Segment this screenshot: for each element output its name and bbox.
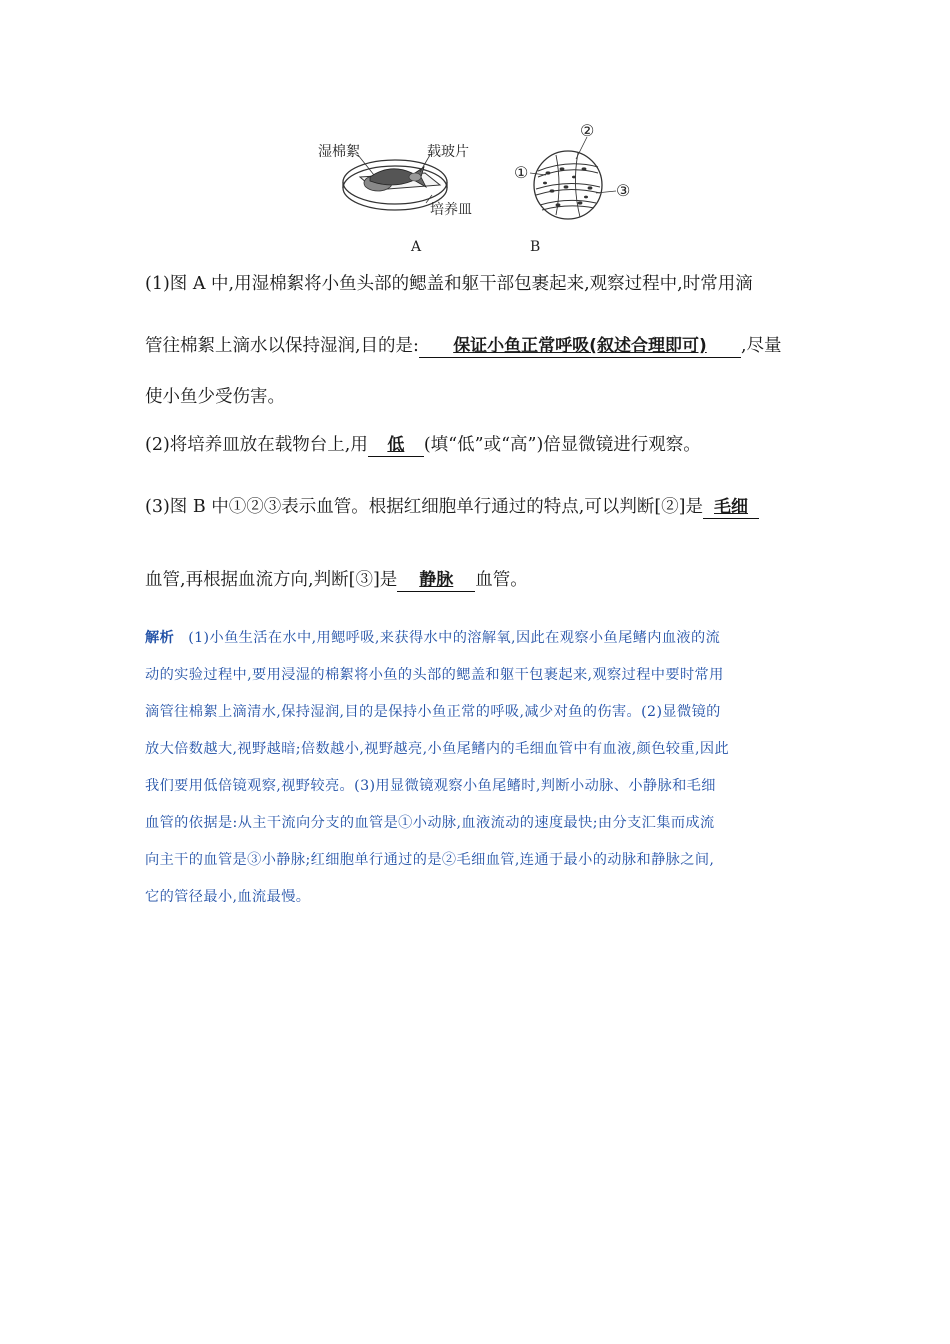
figure-drawing (300, 115, 660, 260)
q3-answer1-blank (703, 496, 759, 519)
q1-line1 (145, 272, 810, 296)
caption-b: B (530, 239, 541, 255)
microscope-view-drawing (530, 137, 616, 219)
slide-label: 载玻片 (427, 144, 469, 160)
vessel-2-label: ② (580, 121, 595, 140)
q2-answer: 低 (387, 435, 405, 455)
q1-answer: 保证小鱼正常呼吸(叙述合理即可) (453, 336, 707, 356)
wet-cotton-label: 湿棉絮 (318, 144, 360, 160)
q3-text-3: 血管。 (475, 570, 528, 590)
q1-text-3: ,尽量 (740, 336, 782, 356)
q3-answer2: 静脉 (419, 570, 454, 590)
analysis-block (145, 620, 810, 916)
q3-text-2: 血管,再根据血流方向,判断[③]是 (145, 570, 398, 590)
analysis-line-4: 放大倍数越大,视野越暗;倍数越小,视野越亮,小鱼尾鳍内的毛细血管中有血液,颜色较重,因此 (145, 741, 730, 757)
q2-text-1: (2)将培养皿放在载物台上,用 (145, 435, 368, 455)
q2-answer-blank (368, 434, 424, 457)
q2-line (145, 433, 810, 457)
q3-line2 (145, 568, 810, 592)
q3-answer2-blank (397, 569, 475, 592)
q1-answer-blank (419, 335, 741, 358)
analysis-line-5: 我们要用低倍镜观察,视野较亮。(3)用显微镜观察小鱼尾鳍时,判断小动脉、小静脉和毛细 (145, 778, 716, 794)
analysis-text: (1)小鱼生活在水中,用鳃呼吸,来获得水中的溶解氧,因此在观察小鱼尾鳍内血液的流 (188, 630, 721, 646)
experiment-figure (300, 115, 660, 260)
analysis-line-8: 它的管径最小,血流最慢。 (145, 889, 311, 905)
analysis-line-3: 滴管往棉絮上滴清水,保持湿润,目的是保持小鱼正常的呼吸,减少对鱼的伤害。(2)显微镜的 (145, 704, 721, 720)
analysis-line-1 (145, 620, 810, 657)
vessel-3-label: ③ (616, 181, 631, 200)
q1-line2 (145, 334, 810, 358)
q3-answer1: 毛细 (714, 497, 748, 517)
q1-text-1: (1)图 A 中,用湿棉絮将小鱼头部的鳃盖和躯干部包裹起来,观察过程中,时常用滴 (145, 274, 753, 294)
analysis-line-7: 向主干的血管是③小静脉;红细胞单行通过的是②毛细血管,连通于最小的动脉和静脉之间, (145, 852, 715, 868)
caption-a: A (411, 239, 422, 255)
q1-text-4: 使小鱼少受伤害。 (145, 387, 285, 407)
analysis-tag: 解析 (145, 630, 175, 646)
dish-label: 培养皿 (430, 202, 472, 218)
analysis-line-6: 血管的依据是:从主干流向分支的血管是①小动脉,血液流动的速度最快;由分支汇集而成流 (145, 815, 715, 831)
q3-text-1: (3)图 B 中①②③表示血管。根据红细胞单行通过的特点,可以判断[②]是 (145, 497, 703, 517)
q1-text-2: 管往棉絮上滴水以保持湿润,目的是: (145, 336, 419, 356)
q1-line3 (145, 385, 810, 409)
q2-text-2: (填“低”或“高”)倍显微镜进行观察。 (423, 435, 701, 455)
analysis-line-2: 动的实验过程中,要用浸湿的棉絮将小鱼的头部的鳃盖和躯干包裹起来,观察过程中要时常用 (145, 667, 724, 683)
q3-line1 (145, 495, 810, 519)
vessel-1-label: ① (514, 163, 529, 182)
